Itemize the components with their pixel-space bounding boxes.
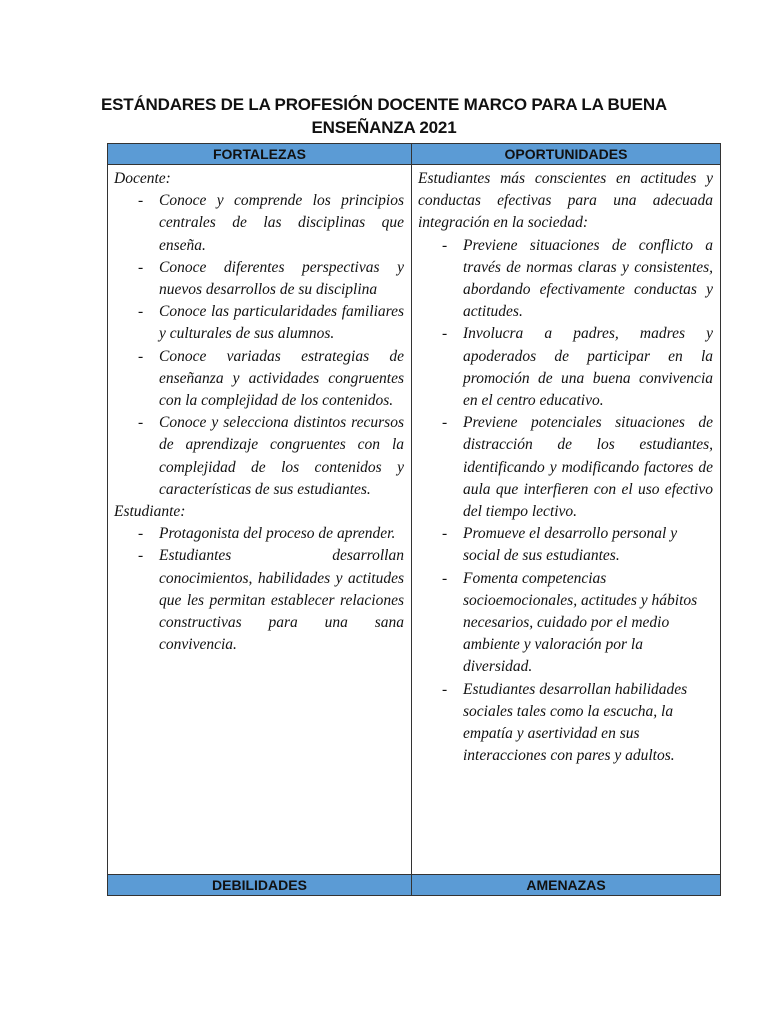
bullet-dash: - <box>138 303 144 321</box>
header-row-top <box>108 144 721 165</box>
list-item <box>418 679 713 768</box>
bullet-dash: - <box>442 525 448 543</box>
bullet-dash: - <box>138 547 144 565</box>
list-item-text: Estudiantes desarrollan habilidades sociales tales como la escucha, la empatía y asertividad en sus interacciones con pares y adultos. <box>463 680 688 765</box>
bullet-dash: - <box>442 325 448 343</box>
list-item-text: Conoce las particularidades familiares y culturales de sus alumnos. <box>159 303 404 343</box>
content-row <box>108 165 721 875</box>
bullet-dash: - <box>138 192 144 210</box>
list-item <box>418 323 713 412</box>
bullet-dash: - <box>138 347 144 365</box>
list-item-text: Protagonista del proceso de aprender. <box>159 525 396 543</box>
swot-table <box>107 143 721 896</box>
bullet-dash: - <box>138 525 144 543</box>
student-strengths-list <box>114 523 404 656</box>
list-item <box>418 568 713 679</box>
list-item <box>114 545 404 656</box>
bullet-dash: - <box>442 414 448 432</box>
list-item <box>114 190 404 257</box>
teacher-strengths-list <box>114 190 404 501</box>
list-item <box>418 523 713 567</box>
bullet-dash: - <box>442 680 448 698</box>
bullet-dash: - <box>138 414 144 432</box>
list-item-text: Estudiantes desarrollan conocimientos, habilidades y actitudes que les permitan establecer relaciones constructivas para una sana convivencia. <box>159 547 404 654</box>
header-opportunities: OPORTUNIDADES <box>412 144 721 165</box>
list-item-text: Conoce y comprende los principios centrales de las disciplinas que enseña. <box>159 192 404 254</box>
group-label-teacher: Docente: <box>114 170 171 187</box>
list-item <box>114 412 404 501</box>
title-line-1: ESTÁNDARES DE LA PROFESIÓN DOCENTE MARCO PARA LA BUENA <box>101 95 667 114</box>
list-item-text: Conoce diferentes perspectivas y nuevos desarrollos de su disciplina <box>159 258 404 299</box>
list-item <box>418 235 713 324</box>
list-item-text: Previene situaciones de conflicto a través de normas claras y consistentes, abordando efectivamente conductas y actitudes. <box>463 236 713 321</box>
list-item-text: Conoce y selecciona distintos recursos de aprendizaje congruentes con la complejidad de los contenidos y características de sus estudiantes. <box>159 414 404 498</box>
list-item <box>418 412 713 523</box>
opportunities-cell <box>412 165 721 875</box>
bullet-dash: - <box>138 258 144 276</box>
bullet-dash: - <box>442 569 448 587</box>
group-label-student: Estudiante: <box>114 503 186 521</box>
strengths-cell <box>108 165 412 875</box>
header-threats: AMENAZAS <box>412 875 721 896</box>
bullet-dash: - <box>442 236 448 254</box>
header-row-bottom <box>108 875 721 896</box>
list-item-text: Fomenta competencias socioemocionales, actitudes y hábitos necesarios, cuidado por el medio ambiente y valoración por la diversidad. <box>463 569 698 676</box>
opportunities-list <box>418 235 713 768</box>
opportunities-intro: Estudiantes más conscientes en actitudes y conductas efectivas para una adecuada integración en la sociedad: <box>418 170 713 232</box>
header-weaknesses: DEBILIDADES <box>108 875 412 896</box>
list-item-text: Involucra a padres, madres y apoderados de participar en la promoción de una buena convivencia en el centro educativo. <box>463 325 713 410</box>
title-line-2: ENSEÑANZA 2021 <box>311 118 457 137</box>
list-item <box>114 257 404 301</box>
list-item-text: Conoce variadas estrategias de enseñanza y actividades congruentes con la complejidad de los contenidos. <box>159 347 404 410</box>
list-item-text: Promueve el desarrollo personal y social de sus estudiantes. <box>463 525 678 565</box>
list-item <box>114 346 404 413</box>
document-title <box>0 93 768 139</box>
list-item <box>114 301 404 345</box>
list-item-text: Previene potenciales situaciones de distracción de los estudiantes, identificando y modificando factores de aula que interfieren con el uso efectivo del tiempo lectivo. <box>463 414 713 521</box>
list-item <box>114 523 404 545</box>
header-strengths: FORTALEZAS <box>108 144 412 165</box>
